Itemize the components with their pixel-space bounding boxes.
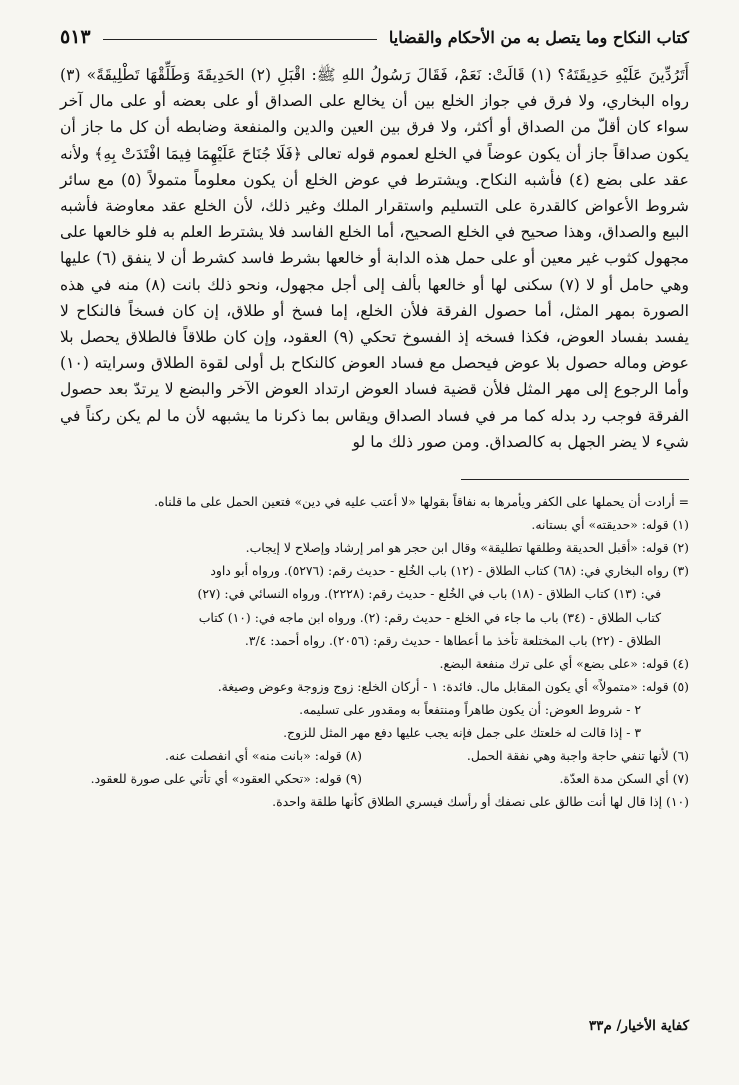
running-title: كتاب النكاح وما يتصل به من الأحكام والقضايا <box>388 27 689 47</box>
footnotes <box>60 490 689 813</box>
page-header <box>60 22 689 52</box>
footnote-3-line-3: كتاب الطلاق - (٣٤) باب ما جاء في الخلع - حديث رقم: (٢). ورواه ابن ماجه في: (١٠) كتاب <box>198 609 661 625</box>
footnote-1: (١) قوله: «حديقته» أي بستانه. <box>531 517 689 533</box>
footnote-6: (٦) لأنها تنفي حاجة واجبة وهي نفقة الحمل. <box>466 748 689 764</box>
footnote-7: (٧) أي السكن مدة العدّة. <box>559 771 689 787</box>
header-rule <box>103 39 377 40</box>
footnote-9: (٩) قوله: «تحكي العقود» أي تأتي على صورة للعقود. <box>90 771 362 787</box>
main-paragraph: أَتَرُدِّينَ عَلَيْهِ حَدِيقَتَهُ؟ (١) قَالَتْ: نَعَمْ، فَقَالَ رَسُولُ اللهِ ﷺ: اقْبَلِ (٢) الحَدِيقَةَ وَطَلِّقْهَا تَطْلِيقَةً» (٣) رواه البخاري، ولا فرق في جواز الخلع بين أن يخالع على الصداق أو على بعضه أو على مال آخر سواء كان أقلّ من الصداق أو أكثر، ولا فرق بين العين والدين والمنفعة وضابطه أن كل ما جاز أن يكون صداقاً جاز أن يكون عوضاً في الخلع لعموم قوله تعالى ﴿فَلَا جُنَاحَ عَلَيْهِمَا فِيمَا افْتَدَتْ بِهِ﴾ ولأنه عقد على بضع (٤) فأشبه النكاح. ويشترط في عوض الخلع أن يكون معلوماً متمولاً (٥) مع سائر شروط الأعواض كالقدرة على التسليم واستقرار الملك وغير ذلك، لأن الخلع عقد معاوضة فأشبه البيع والصداق، وهذا صحيح في الخلع الصحيح، أما الخلع الفاسد فلا يشترط العلم به فلو خالعها على مجهول كثوب غير معين أو على حمل هذه الدابة أو خالعها بشرط فاسد كشرط أن لا ينفق (٦) عليها وهي حامل أو لا (٧) سكنى لها أو خالعها بألف إلى أجل مجهول، ونحو ذلك بانت (٨) منه في هذه الصورة بمهر المثل، أما حصول الفرقة فلأن الخلع، إما فسخ أو طلاق، إن كان فسخاً فالنكاح لا يفسد بفساد العوض، فكذا فسخه إذ الفسوخ تحكي (٩) العقود، وإن كان طلاقاً فالطلاق يحصل بلا عوض وماله حصول بلا عوض فيحصل مع فساد العوض كالنكاح بل أولى لقوة الطلاق وسرايته (١٠) وأما الرجوع إلى مهر المثل فلأن قضية فساد العوض ارتداد العوض الآخر والبضع لا يرتدّ بعد حصول الفرقة فوجب رد بدله كما مر في فساد الصداق ويقاس بما ذكرنا ما يشبهه لأن ما لم يكن ركناً في شيء لا يضر الجهل به كالصداق. ومن صور ذلك ما لو <box>60 66 690 451</box>
page-number: ٥١٣ <box>60 26 91 48</box>
footnote-3-line-1: (٣) رواه البخاري في: (٦٨) كتاب الطلاق - (١٢) باب الخُلع - حديث رقم: (٥٢٧٦). ورواه أبو داود <box>210 563 689 579</box>
footnote-8: (٨) قوله: «بانت منه» أي انفصلت عنه. <box>164 748 362 764</box>
footnote-3-line-4: الطلاق - (٢٢) باب المختلعة تأخذ ما أعطاها - حديث رقم: (٢٠٥٦). رواه أحمد: ٣/٤. <box>244 632 661 648</box>
footnote-divider <box>461 479 689 480</box>
footnote-3-line-2: في: (١٣) كتاب الطلاق - (١٨) باب في الخُلع - حديث رقم: (٢٢٢٨). ورواه النسائي في: (٢٧) <box>197 586 661 602</box>
footnote-4: (٤) قوله: «على بضع» أي على ترك منفعة البضع. <box>439 655 689 671</box>
footnote-2: (٢) قوله: «أقبل الحديقة وطلقها تطليقة» وقال ابن حجر هو امر إرشاد وإصلاح لا إيجاب. <box>245 540 689 556</box>
footnote-5-line-3: ٣ - إذا قالت له خلعتك على جمل فإنه يجب عليها دفع مهر المثل للزوج. <box>283 724 641 740</box>
footnote-5-line-1: (٥) قوله: «متمولاً» أي يكون المقابل مال. فائدة: ١ - أركان الخلع: زوج وزوجة وعوض وصيغة. <box>217 678 689 694</box>
footnote-10: (١٠) إذا قال لها أنت طالق على نصفك أو رأسك فيسري الطلاق كأنها طلقة واحدة. <box>272 794 689 810</box>
main-text <box>60 62 689 455</box>
footnote-row-7-9 <box>60 767 689 790</box>
footnote-row-6-8 <box>60 744 689 767</box>
footnote-5-line-2: ٢ - شروط العوض: أن يكون طاهراً ومنتفعاً به ومقدور على تسليمه. <box>299 701 641 717</box>
footnote-continuation: = أرادت أن يحملها على الكفر ويأمرها به نفاقاً بقولها «لا أعتب عليه في دين» فتعين الحمل على ما قلناه. <box>154 494 689 510</box>
page-signature: كفاية الأخيار/ م٣٣ <box>588 1018 689 1034</box>
